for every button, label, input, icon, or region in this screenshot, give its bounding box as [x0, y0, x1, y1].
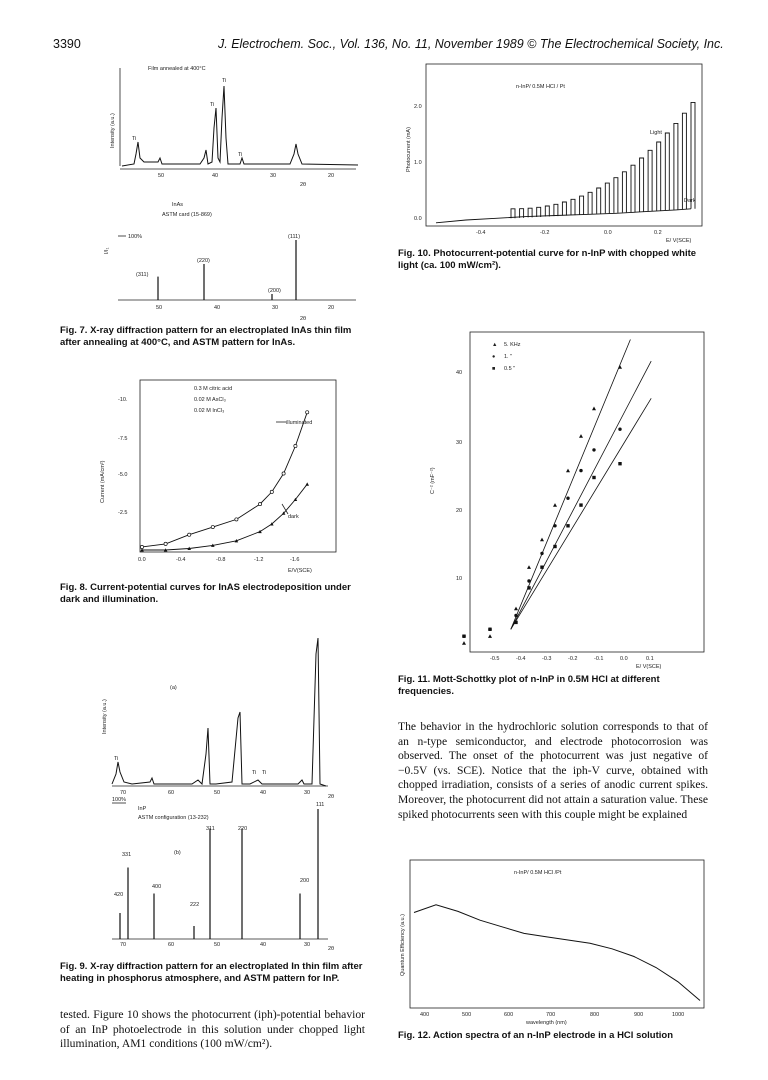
fig8-point-illuminated [306, 411, 309, 414]
fig10-chart [396, 60, 716, 244]
fig7-astm-peak: (111) [288, 234, 301, 240]
fig11-xtick: -0.1 [594, 656, 604, 662]
fig8-xtick: -1.6 [290, 557, 300, 563]
fig12-spectrum-line [414, 905, 700, 1001]
fig11-point-05khz [579, 503, 582, 506]
fig7-xtick: 30 [270, 173, 277, 179]
fig8-point-illuminated [282, 472, 285, 475]
fig12-xtick: 400 [420, 1012, 430, 1018]
fig7-peak-label: Ti [132, 136, 137, 142]
fig9-astm-xtick: 40 [260, 942, 267, 948]
fig9-xtick: 40 [260, 790, 267, 796]
fig11-point-05khz [566, 524, 569, 527]
fig10-xtick: 0.0 [604, 230, 612, 236]
fig8-chart [90, 378, 350, 578]
fig11-point-05khz [553, 545, 556, 548]
fig11-point-05khz [592, 476, 595, 479]
fig9-astm-peak: 111 [316, 802, 325, 808]
fig9-astm-xtick: 30 [304, 942, 311, 948]
fig9-astm-scale: 100% [112, 797, 127, 803]
fig11-xticks [490, 656, 654, 662]
fig11-point-1khz [592, 448, 595, 451]
fig7-caption: Fig. 7. X-ray diffraction pattern for an electroplated InAs thin film after annealing at 400°C, and ASTM pattern for InAs. [60, 325, 352, 348]
right-paragraph: The behavior in the hydrochloric solution corresponds to that of an n-type semiconductor, and electrode photocorrosion was observed. The onset of the photocurrent was just negative of −0.5V (vs. SCE). Notice that the iph-V curve, obtained with chopped irradiation, consists of a series of anodic current spikes. Moreover, the photocurrent did not attain a saturation value. These spiked photocurrents seen with this couple might be explained [398, 720, 708, 821]
fig10-light-spikes [511, 102, 695, 218]
fig7-astm-title1: InAs [172, 202, 184, 208]
fig11-point-05khz [462, 635, 465, 638]
fig7-astm-peak: (220) [197, 258, 210, 264]
fig7-peak-label: Ti [222, 78, 227, 84]
fig12-title: n-InP/ 0.5M HCl /Pt [514, 870, 562, 876]
fig9-astm-title2: ASTM configuration (13-232) [138, 815, 209, 821]
fig7-astm-xtick: 40 [214, 305, 221, 311]
fig9-astm-peak: 200 [300, 878, 310, 884]
fig7-astm-xlabel: 2θ [300, 316, 307, 322]
fig10-xtick: 0.2 [654, 230, 662, 236]
fig11-ytick: 10 [456, 576, 463, 582]
fig12-caption: Fig. 12. Action spectra of an n-InP electrode in a HCl solution [398, 1030, 674, 1041]
fig11-fit-line [511, 398, 651, 629]
fig8-label-dark: dark [288, 514, 299, 520]
fig9-panel-a: (a) [170, 685, 177, 691]
fig11-ytick: 40 [456, 370, 463, 376]
fig9-ti-label: Ti [114, 756, 119, 762]
fig9-xtick: 60 [168, 790, 175, 796]
fig7-astm-title2: ASTM card (15-869) [162, 212, 212, 218]
fig11-point-05khz [618, 462, 621, 465]
fig11-legend-item: 5. KHz [504, 342, 521, 348]
fig9-ti-label: Ti [262, 770, 267, 776]
fig9-astm-peak: 222 [190, 902, 200, 908]
fig7-xtick: 50 [158, 173, 165, 179]
fig9-astm-peak: 220 [238, 826, 248, 832]
fig9-ylabel: Intensity (a.u.) [102, 699, 108, 734]
fig11-point-1khz [540, 552, 543, 555]
fig9-astm-xtick: 50 [214, 942, 221, 948]
fig7-peak-label: Ti [210, 102, 215, 108]
running-header: J. Electrochem. Soc., Vol. 136, No. 11, November 1989 © The Electrochemical Society, Inc. [218, 37, 724, 51]
fig11-legend-item: 0.5 " [504, 366, 516, 372]
fig11-point-5khz [527, 565, 531, 569]
fig11-point-5khz [592, 407, 596, 411]
fig8-point-illuminated [188, 533, 191, 536]
fig8-ytick: -5.0 [118, 472, 128, 478]
fig9-astm-peak: 400 [152, 884, 162, 890]
fig9-astm-peak: 311 [206, 826, 215, 832]
fig8-xtick: -0.8 [216, 557, 226, 563]
fig7-chart [100, 58, 360, 330]
fig8-point-illuminated [140, 545, 143, 548]
fig10-plot [436, 102, 695, 222]
fig11-plot [462, 340, 651, 645]
fig11-caption: Fig. 11. Mott-Schottky plot of n-InP in 0.5M HCl at different frequencies. [398, 674, 660, 697]
page-number: 3390 [53, 37, 81, 51]
fig8-xlabel: E/V(SCE) [288, 568, 312, 574]
fig12-xtick: 500 [462, 1012, 472, 1018]
fig7-peak-label: Ti [238, 152, 243, 158]
fig8-ytick: -10. [118, 397, 128, 403]
fig9-astm-xtick: 70 [120, 942, 127, 948]
fig10-label-light: Light [650, 130, 662, 136]
fig7-astm-peak: (200) [268, 288, 281, 294]
fig12-chart [396, 856, 716, 1026]
fig11-point-1khz [553, 524, 556, 527]
fig10-label-dark: Dark [684, 198, 696, 204]
left-body-text [60, 1008, 365, 1052]
svg-text:●: ● [492, 354, 496, 360]
fig11-ytick: 30 [456, 440, 463, 446]
fig7-xlabel: 2θ [300, 182, 307, 188]
fig11-ylabel: C⁻² (mF⁻²) [430, 467, 436, 494]
fig11-xtick: -0.2 [568, 656, 578, 662]
fig9-panel-b: (b) [174, 850, 181, 856]
fig8-point-illuminated [294, 444, 297, 447]
fig11-xtick: 0.0 [620, 656, 628, 662]
fig12-xtick: 800 [590, 1012, 600, 1018]
fig10-dark-line [436, 209, 691, 223]
fig11-point-5khz [514, 607, 518, 611]
fig11-chart [398, 318, 718, 670]
fig10-ylabel: Photocurrent (mA) [406, 127, 412, 172]
fig7-astm-scale: 100% [128, 234, 143, 240]
fig11-point-05khz [527, 586, 530, 589]
fig8-ytick: -7.5 [118, 436, 128, 442]
fig9-ti-label: Ti [252, 770, 257, 776]
fig8-xtick: 0.0 [138, 557, 146, 563]
fig12-xlabel: wavelength (nm) [526, 1020, 567, 1026]
fig7-xtick: 40 [212, 173, 219, 179]
fig11-point-1khz [527, 579, 530, 582]
fig9-astm-title1: InP [138, 806, 147, 812]
fig8-point-illuminated [270, 490, 273, 493]
fig10-ytick: 0.0 [414, 216, 422, 222]
fig10-ytick: 2.0 [414, 104, 422, 110]
fig8-point-illuminated [211, 525, 214, 528]
fig10-xtick: -0.4 [476, 230, 486, 236]
fig7-astm-xtick: 30 [272, 305, 279, 311]
fig7-ylabel: Intensity (a.u.) [110, 113, 116, 148]
fig8-legend: 0.02 M AsCl₃ [194, 397, 226, 403]
fig12-xtick: 900 [634, 1012, 644, 1018]
fig7-xticks [158, 173, 334, 179]
fig9-astm-peak: 420 [114, 892, 124, 898]
svg-text:■: ■ [492, 366, 496, 372]
fig8-point-dark [305, 482, 309, 485]
left-paragraph: tested. Figure 10 shows the photocurrent (iph)-potential behavior of an InP photoelectrode in this solution under chopped light illumination, AM1 conditions (100 mW/cm²). [60, 1008, 365, 1051]
fig10-xlabel: E/ V(SCE) [666, 238, 692, 244]
fig8-ytick: -2.5 [118, 510, 128, 516]
fig8-caption: Fig. 8. Current-potential curves for InAS electrodeposition under dark and illumination. [60, 582, 351, 605]
fig9-xtick: 30 [304, 790, 311, 796]
fig12-ylabel: Quantum Efficiency (a.u.) [400, 914, 406, 976]
fig8-xtick: -0.4 [176, 557, 186, 563]
fig11-legend-item: 1. " [504, 354, 513, 360]
fig12-xtick: 600 [504, 1012, 514, 1018]
fig11-xtick: 0.1 [646, 656, 654, 662]
fig9-xrd-trace [112, 638, 326, 786]
fig12-xtick: 1000 [672, 1012, 685, 1018]
fig7-top-title: Film annealed at 400°C [148, 66, 206, 72]
fig7-astm-ylabel: I/I₁ [104, 247, 110, 254]
fig11-xtick: -0.4 [516, 656, 526, 662]
fig11-point-5khz [566, 469, 570, 473]
fig11-point-5khz [553, 503, 557, 507]
fig8-point-illuminated [164, 542, 167, 545]
fig11-point-1khz [618, 428, 621, 431]
fig9-xtick: 70 [120, 790, 127, 796]
fig12-xtick: 700 [546, 1012, 556, 1018]
fig7-astm-xtick: 20 [328, 305, 335, 311]
fig7-astm-peak: (311) [136, 272, 149, 278]
fig11-legend [492, 342, 521, 372]
fig8-legend: 0.02 M InCl₃ [194, 408, 225, 414]
fig7-xtick: 20 [328, 173, 335, 179]
fig8-ylabel: Current (mA/cm²) [100, 460, 106, 503]
fig9-chart [92, 634, 364, 956]
fig11-point-1khz [566, 497, 569, 500]
fig8-legend: 0.3 M citric acid [194, 386, 233, 392]
fig9-astm-bars [120, 809, 318, 939]
fig11-ytick: 20 [456, 508, 463, 514]
fig11-xtick: -0.3 [542, 656, 552, 662]
fig12-plot [414, 905, 700, 1001]
fig11-point-5khz [462, 641, 466, 645]
fig8-plot [140, 411, 309, 552]
fig11-point-05khz [540, 566, 543, 569]
fig9-caption: Fig. 9. X-ray diffraction pattern for an electroplated In thin film after heating in phosphorus atmosphere, and ASTM pattern for InP. [60, 961, 363, 984]
fig11-xtick: -0.5 [490, 656, 500, 662]
fig8-point-illuminated [258, 503, 261, 506]
fig10-xtick: -0.2 [540, 230, 550, 236]
fig9-xtick: 50 [214, 790, 221, 796]
svg-text:▲: ▲ [492, 342, 498, 348]
fig9-astm-xtick: 60 [168, 942, 175, 948]
fig11-point-1khz [579, 469, 582, 472]
fig11-fit-line [511, 361, 651, 629]
fig8-xtick: -1.2 [254, 557, 264, 563]
fig8-point-illuminated [235, 518, 238, 521]
fig11-fit-line [511, 340, 631, 630]
fig9-xlabel: 2θ [328, 794, 335, 800]
fig10-ytick: 1.0 [414, 160, 422, 166]
fig11-point-5khz [540, 538, 544, 542]
fig9-astm-xlabel: 2θ [328, 946, 335, 952]
fig8-label-illuminated: illuminated [286, 420, 313, 426]
fig8-series-line [142, 484, 307, 550]
fig9-astm-peak: 331 [122, 852, 132, 858]
right-body-text [398, 720, 708, 822]
fig7-astm-xtick: 50 [156, 305, 163, 311]
fig11-point-5khz [579, 434, 583, 438]
fig11-point-05khz [488, 628, 491, 631]
fig10-title: n-InP/ 0.5M HCl / Pt [516, 84, 565, 90]
fig10-caption: Fig. 10. Photocurrent-potential curve for n-InP with chopped white light (ca. 100 mW/cm²). [398, 248, 697, 271]
fig11-point-5khz [488, 634, 492, 638]
fig8-series-line [142, 412, 307, 547]
fig11-xlabel: E/ V(SCE) [636, 664, 662, 670]
